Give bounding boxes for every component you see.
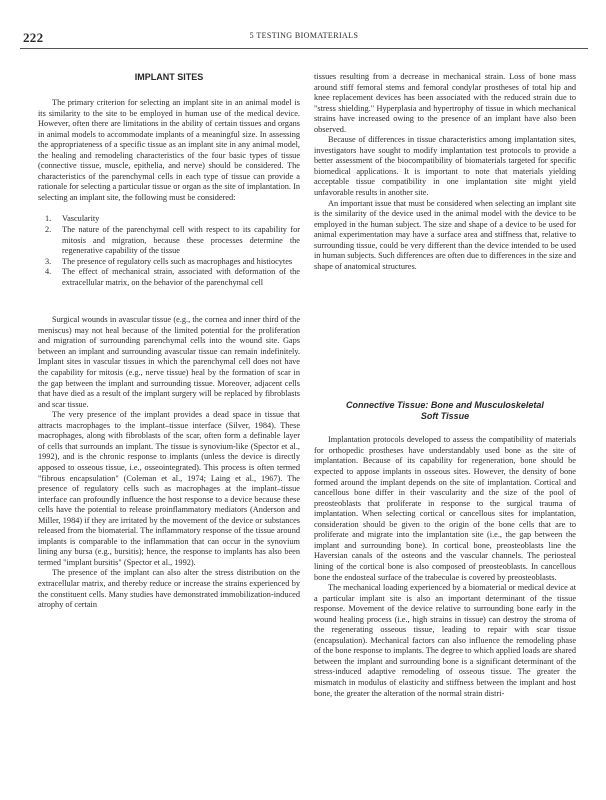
paragraph-continued: tissues resulting from a decrease in mechanical strain. Loss of bone mass around stiff femoral stems and femoral condylar prostheses of total hip and knee replacement devices has been associated with the reduced strain due to "stress shielding." Hyperplasia and hypertrophy of tissue in which mechanical strains have increased owing to the presence of an implant have also been observed. [314,72,576,134]
right-column [314,72,576,699]
subsection-title-connective-tissue [314,398,576,435]
page-header [20,30,588,46]
running-head: 5 TESTING BIOMATERIALS [249,31,359,40]
list-item [38,257,300,268]
paragraph-mechanical-loading: The mechanical loading experienced by a biomaterial or medical device at a particular implant site is also an important determinant of the tissue response. Movement of the device relative to surrounding bone early in the wound healing process (i.e., high strains in tissue) can destroy the stroma of the regenerating osseous tissue, leading to repair with scar tissue (encapsulation). Mechanical factors can also influence the remodeling phase of the bone response to implants. The degree to which applied loads are shared between the implant and surrounding bone is a significant determinant of the stress-induced adaptive remodeling of osseous tissue. The greater the mismatch in modulus of elasticity and stiffness between the implant and host bone, the greater the alteration of the normal strain distri- [314,583,576,698]
spacer [314,272,576,398]
considerations-list [38,214,300,288]
left-column [38,72,300,611]
paragraph-implantation-protocols: Implantation protocols developed to assess the compatibility of materials for orthopedic prostheses have understandably used bone as the site of implantation. Because of its capability for regeneration, bone should be expected to appose implants in osseous sites. However, the density of bone formed around the implant depends on the site of implantation. Cortical and cancellous bone differ in their vascularity and the size of the pool of preosteoblasts that proliferate in response to the surgical trauma of implantation. When selecting cortical or cancellous sites for implantation, consideration should be given to the origin of the bone cells that are to proliferate and migrate into the implantation site (i.e., the gap between the implant and surrounding bone). In cortical bone, preosteoblasts line the Haversian canals of the osteons and the vascular channels. The periosteal lining of the cortical bone is also composed of preosteoblasts. In cancellous bone the endosteal surface of the trabeculae is covered by preosteoblasts. [314,435,576,582]
subsection-title-line2: Soft Tissue [420,411,470,422]
list-item-text: Vascularity [62,214,100,224]
list-item [38,225,300,257]
list-item-number: 4. [45,267,52,277]
list-item [38,214,300,225]
list-item-text: The nature of the parenchymal cell with respect to its capability for mitosis and migration, because these processes determine the regenerative capability of the tissue [62,225,300,256]
paragraph-surgical-wounds: Surgical wounds in avascular tissue (e.g., the cornea and inner third of the meniscus) may not heal because of the limited potential for the proliferation and migration of surrounding parenchymal cells into the wound site. Gaps between an implant and surrounding avascular tissue can remain indefinitely. Implant sites in vascular tissues in which the parenchymal cell does not have the capability for mitosis (e.g., nerve tissue) heal by the formation of scar in the gap between the implant and surrounding tissue. Moreover, adjacent cells that have died as a result of the implant surgery will be replaced by fibroblasts and scar tissue. [38,315,300,409]
page-number: 222 [23,30,44,45]
list-item-text: The effect of mechanical strain, associated with deformation of the extracellular matrix, on the behavior of the parenchymal cell [62,267,300,287]
header-rule [20,48,588,49]
paragraph-device-similarity: An important issue that must be considered when selecting an implant site is the similarity of the device used in the animal model with the device to be employed in the human subject. The size and shape of a device to be used for animal experimentation may have a surface area and stiffness that, relative to surrounding tissue, could be very different than the device intended to be used in human subjects. Such differences are often due to differences in the size and shape of anatomical structures. [314,198,576,271]
intro-paragraph: The primary criterion for selecting an implant site in an animal model is its similarity to the site to be employed in human use of the medical device. However, often there are limitations in the ability of certain tissues and organs in animal models to accommodate implants of a meaningful size. In assessing the appropriateness of a specific tissue as an implant site in any animal model, the healing and remodeling characteristics of the four basic types of tissue (connective tissue, muscle, epithelia, and nerve) should be considered. The characteristics of the parenchymal cells in each type of tissue can provide a rationale for selecting a particular tissue or organ as the site of implantation. In selecting an implant site, the following must be considered: [38,98,300,202]
subsection-title-line1: Connective Tissue: Bone and Musculoskeletal [346,400,544,411]
list-item-number: 3. [45,256,52,266]
paragraph-implant-presence: The very presence of the implant provides a dead space in tissue that attracts macrophages to the implant–tissue interface (Silver, 1984). These macrophages, along with fibroblasts of the scar, often form a definable layer of cells that surrounds an implant. The tissue is synovium-like (Spector et al., 1992), and is the chronic response to implants (unless the device is directly apposed to osseous tissue, i.e., osseointegrated). This process is often termed "fibrous encapsulation" (Coleman et al., 1974; Laing et al., 1967). The presence of regulatory cells such as macrophages at the implant–tissue interface can profoundly influence the host response to a device because these cells have the potential to release proinflammatory mediators (Anderson and Miller, 1984) if they are irritated by the movement of the device or substances released from the biomaterial. The inflammatory response of the tissue around implants is comparable to the inflammation that can occur in the synovium lining any bursa (e.g., bursitis); hence, the response to implants has also been termed "implant bursitis" (Spector et al., 1992). [38,410,300,567]
spacer [38,288,300,315]
paragraph-tissue-differences: Because of differences in tissue characteristics among implantation sites, investigators have sought to modify implantation test protocols to provide a better assessment of the biocompatibility of biomaterials targeted for specific biomedical applications. It is important to note that materials yielding acceptable tissue compatibility in one implantation site might yield unfavorable results in another site. [314,135,576,198]
section-title-implant-sites: IMPLANT SITES [134,72,204,82]
list-item-number: 2. [45,225,52,235]
paragraph-stress-distribution: The presence of the implant can also alter the stress distribution on the extracellular matrix, and thereby reduce or increase the strains experienced by the constituent cells. Many studies have demonstrated immobilization-induced atrophy of certain [38,568,300,610]
list-item [38,267,300,288]
list-item-number: 1. [45,214,52,224]
list-item-text: The presence of regulatory cells such as macrophages and histiocytes [62,256,293,266]
